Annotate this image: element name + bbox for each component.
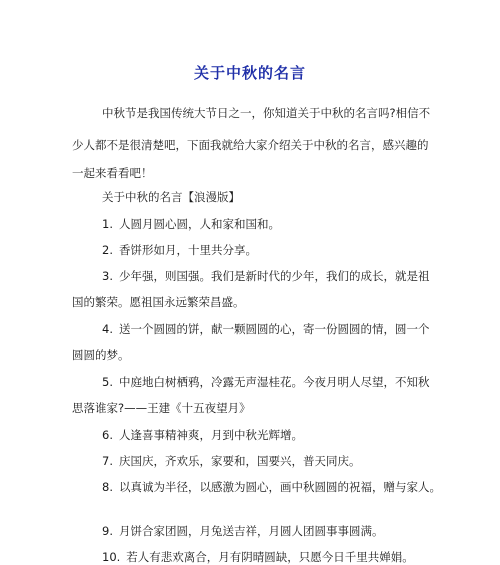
document-title: 关于中秋的名言 bbox=[193, 64, 306, 82]
list-item bbox=[102, 480, 441, 494]
item-number: 4. bbox=[102, 322, 113, 336]
item-text: 月饼合家团圆，月兔送吉祥，月圆人团圆事事圆满。 bbox=[118, 524, 384, 538]
item-number: 1. bbox=[102, 217, 113, 231]
intro-line-1: 中秋节是我国传统大节日之一，你知道关于中秋的名言吗?相信不 bbox=[102, 106, 431, 120]
item-text: 以真诚为半径，以感激为圆心，画中秋圆圆的祝福，赠与家人。 bbox=[118, 480, 441, 494]
item-text: 中庭地白树栖鸦，冷露无声湿桂花。今夜月明人尽望，不知秋 bbox=[118, 375, 430, 389]
item-text: 庆国庆，齐欢乐，家要和，国要兴，普天同庆。 bbox=[118, 454, 361, 468]
item-number: 8. bbox=[102, 480, 113, 494]
intro-line-2: 少人都不是很清楚吧，下面我就给大家介绍关于中秋的名言，感兴趣的 bbox=[72, 138, 429, 152]
item-text: 人圆月圆心圆，人和家和国和。 bbox=[118, 217, 280, 231]
list-item bbox=[102, 375, 429, 389]
item-text-continuation: 国的繁荣。愿祖国永远繁荣昌盛。 bbox=[72, 295, 245, 309]
list-item bbox=[102, 322, 429, 336]
item-text: 若人有悲欢离合，月有阴晴圆缺，只愿今日千里共婵娟。 bbox=[126, 550, 414, 564]
item-number: 5. bbox=[102, 375, 113, 389]
item-text: 香饼形如月，十里共分享。 bbox=[118, 243, 257, 257]
item-number: 3. bbox=[102, 269, 113, 283]
intro-line-3: 一起来看看吧！ bbox=[72, 166, 153, 180]
list-item bbox=[102, 217, 280, 231]
list-item bbox=[102, 428, 303, 442]
list-item bbox=[102, 550, 414, 564]
item-number: 9. bbox=[102, 524, 113, 538]
item-text: 人逢喜事精神爽，月到中秋光辉增。 bbox=[118, 428, 303, 442]
list-item bbox=[102, 269, 429, 283]
item-number: 10. bbox=[102, 550, 121, 564]
item-text: 少年强，则国强。我们是新时代的少年，我们的成长，就是祖 bbox=[118, 269, 430, 283]
list-item bbox=[102, 243, 257, 257]
item-number: 7. bbox=[102, 454, 113, 468]
item-number: 6. bbox=[102, 428, 113, 442]
list-item bbox=[102, 454, 360, 468]
item-number: 2. bbox=[102, 243, 113, 257]
section-heading: 关于中秋的名言【浪漫版】 bbox=[102, 190, 240, 204]
item-text-continuation: 圆圆的梦。 bbox=[72, 348, 130, 362]
list-item bbox=[102, 524, 383, 538]
item-text-continuation: 思落谁家?——王建《十五夜望月》 bbox=[72, 401, 251, 415]
item-text: 送一个圆圆的饼，献一颗圆圆的心，寄一份圆圆的情，圆一个 bbox=[118, 322, 430, 336]
